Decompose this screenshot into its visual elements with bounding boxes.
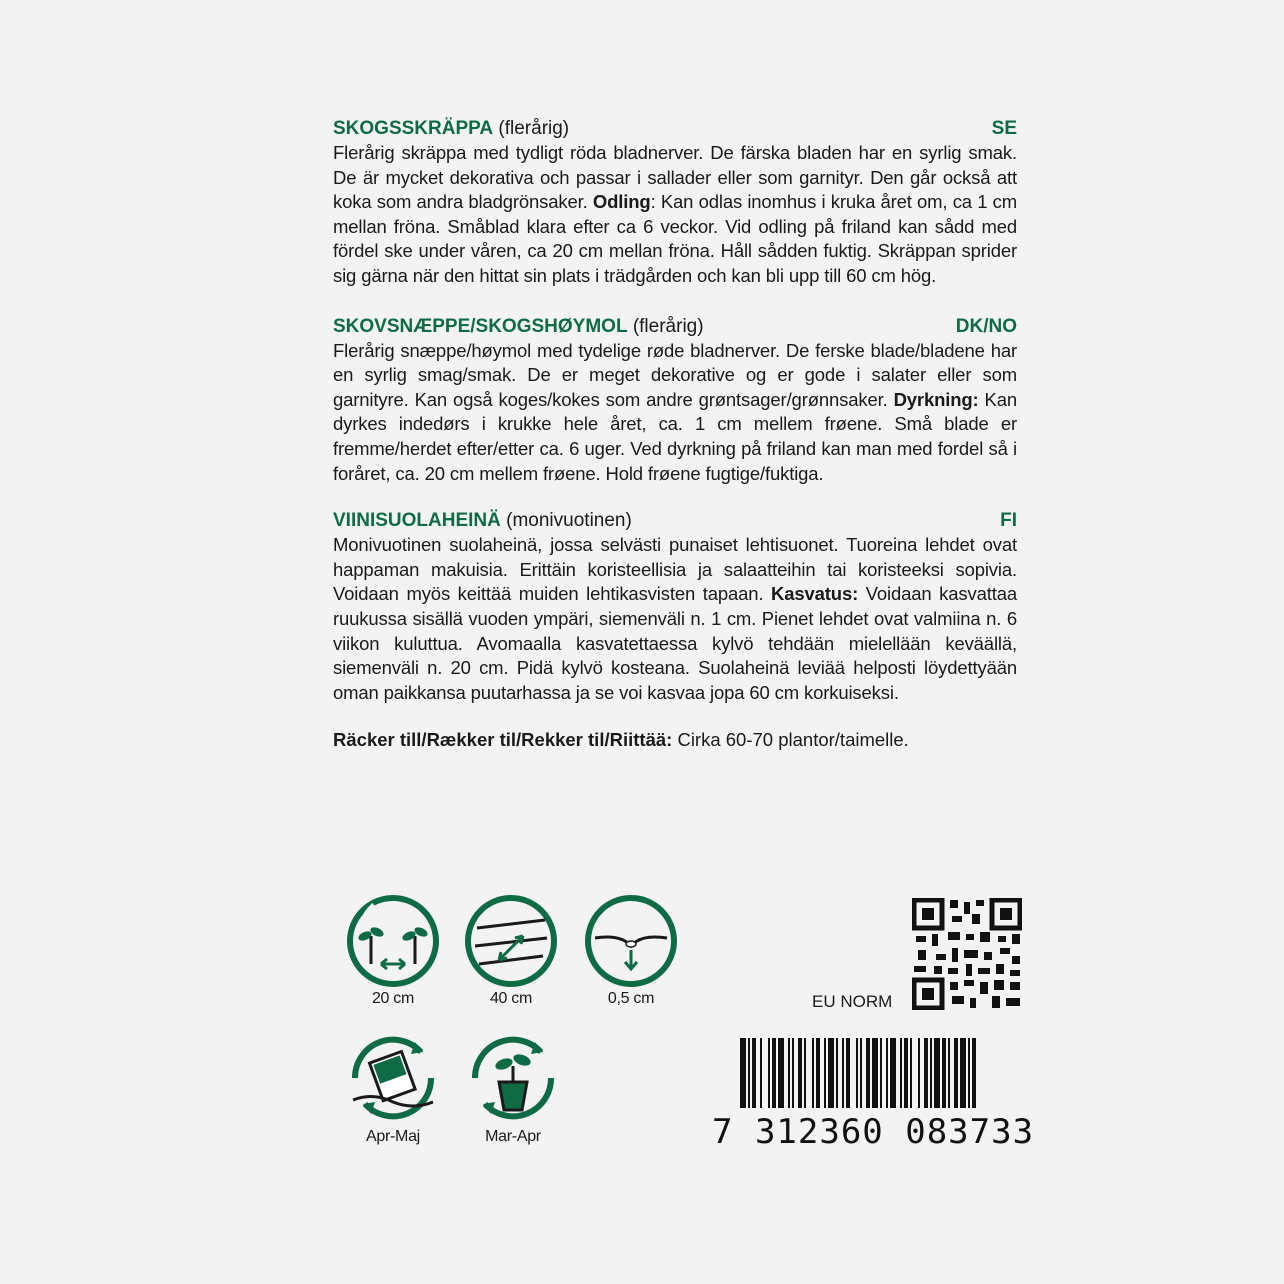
barcode-bar	[804, 1038, 806, 1108]
barcode-bar	[948, 1038, 950, 1108]
sowing-depth-icon	[576, 894, 686, 1008]
barcode-bar	[972, 1038, 976, 1108]
section-qualifier: (flerårig)	[632, 315, 704, 337]
barcode-bar	[760, 1038, 762, 1108]
barcode-bar	[778, 1038, 784, 1108]
barcode-bar	[792, 1038, 794, 1108]
section-title: VIINISUOLAHEINÄ	[333, 510, 501, 532]
section-title: SKOVSNÆPPE/SKOGSHØYMOL	[333, 315, 628, 337]
barcode-bar	[788, 1038, 790, 1108]
barcode-bar	[872, 1038, 878, 1108]
barcode-bar	[748, 1038, 750, 1108]
barcode-bar	[900, 1038, 902, 1108]
yield-info: Räcker till/Rækker til/Rekker til/Riittää: Cirka 60-70 plantor/taimelle.	[333, 729, 909, 751]
icon-label: Mar-Apr	[485, 1128, 541, 1145]
barcode-bar	[918, 1038, 920, 1108]
section-dk-no	[333, 314, 1017, 487]
icon-label: 0,5 cm	[607, 990, 655, 1007]
icon-label: 40 cm	[489, 990, 533, 1007]
barcode-bar	[752, 1038, 756, 1108]
section-se	[333, 116, 1017, 289]
row-spacing-icon	[456, 894, 566, 1008]
barcode-bar	[768, 1038, 770, 1108]
section-qualifier: (flerårig)	[498, 118, 570, 139]
barcode-bar	[942, 1038, 946, 1108]
plant-spacing-icon	[338, 894, 448, 1008]
section-qualifier: (monivuotinen)	[506, 510, 632, 532]
barcode-bar	[824, 1038, 826, 1108]
barcode-bar	[812, 1038, 814, 1108]
barcode-bar	[842, 1038, 844, 1108]
barcode-bar	[880, 1038, 882, 1108]
section-body: Flerårig skräppa med tydligt röda bladnerver. De färska bladen har en syrlig smak. De är mycket dekorativa och passar i sallader eller som garnityr. Den går också att koka som andra bladgrönsaker. Odling: Kan odlas inomhus i kruka året om, ca 1 cm mellan fröna. Småblad klara efter ca 6 veckor. Vid odling på friland kan sådd med fördel ske under våren, ca 20 cm mellan fröna. Håll sådden fuktig. Skräppan sprider sig gärna när den hittat sin plats i trädgården och kan bli upp till 60 cm hög.	[333, 142, 1017, 286]
barcode-bar	[934, 1038, 940, 1108]
section-header	[333, 314, 1017, 339]
barcode-bar	[968, 1038, 970, 1108]
barcode-bar	[856, 1038, 858, 1108]
barcode-number: 7 312360 083733	[712, 1112, 1035, 1152]
eu-norm-label: EU NORM	[812, 992, 893, 1011]
language-code: FI	[1000, 510, 1017, 532]
barcode	[712, 1038, 1018, 1123]
icon-label: Apr-Maj	[366, 1128, 420, 1145]
barcode-bar	[866, 1038, 870, 1108]
barcode-bar	[960, 1038, 966, 1108]
barcode-bar	[890, 1038, 896, 1108]
barcode-bar	[740, 1038, 746, 1108]
barcode-bar	[886, 1038, 888, 1108]
section-fi	[333, 508, 1017, 705]
qr-code	[912, 898, 1022, 1015]
language-code: DK/NO	[955, 315, 1017, 337]
barcode-bar	[954, 1038, 958, 1108]
indoor-sowing-icon	[458, 1030, 568, 1146]
barcode-bar	[904, 1038, 908, 1108]
barcode-bar	[772, 1038, 776, 1108]
outdoor-sowing-icon	[338, 1030, 448, 1146]
section-header	[333, 508, 1017, 533]
section-title: SKOGSSKRÄPPA	[333, 118, 494, 139]
section-header	[333, 116, 1017, 141]
barcode-bar	[846, 1038, 850, 1108]
product-text	[333, 116, 1017, 752]
barcode-bar	[816, 1038, 820, 1108]
barcode-bar	[924, 1038, 928, 1108]
barcode-bar	[798, 1038, 802, 1108]
barcode-bar	[930, 1038, 932, 1108]
barcode-bar	[828, 1038, 834, 1108]
barcode-bar	[860, 1038, 862, 1108]
barcode-bar	[910, 1038, 912, 1108]
barcode-bar	[836, 1038, 838, 1108]
language-code: SE	[991, 118, 1017, 139]
icon-label: 20 cm	[371, 990, 415, 1007]
section-body: Flerårig snæppe/høymol med tydelige røde bladnerver. De ferske blade/bladene har en syrlig smag/smak. De er meget dekorative og er gode i salater eller som garnityre. Kan også koges/kokes som andre grøntsager/grønnsaker. Dyrkning: Kan dyrkes indedørs i krukke hele året, ca. 1 cm mellem frøene. Små blade er fremme/herdet efter/etter ca. 6 uger. Ved dyrkning på friland kan man med fordel så i foråret, ca. 20 cm mellem frøene. Hold frøene fugtige/fuktiga.	[333, 339, 1017, 484]
section-body: Monivuotinen suolaheinä, jossa selvästi punaiset lehtisuonet. Tuoreina lehdet ovat happaman makuisia. Erittäin koristeellisia ja salaatteihin tai koristeeksi sopivia. Voidaan myös keittää muiden lehtikasvisten tapaan. Kasvatus: Voidaan kasvattaa ruukussa sisällä vuoden ympäri, siemenväli n. 1 cm. Pienet lehdet ovat valmiina n. 6 viikon kuluttua. Avomaalla kasvatettaessa kylvö tehdään mielellään keväällä, siemenväli n. 20 cm. Pidä kylvö kosteana. Suolaheinä leviää helposti löydettyään oman paikkansa puutarhassa ja se voi kasvaa jopa 60 cm korkuiseksi.	[333, 534, 1017, 703]
